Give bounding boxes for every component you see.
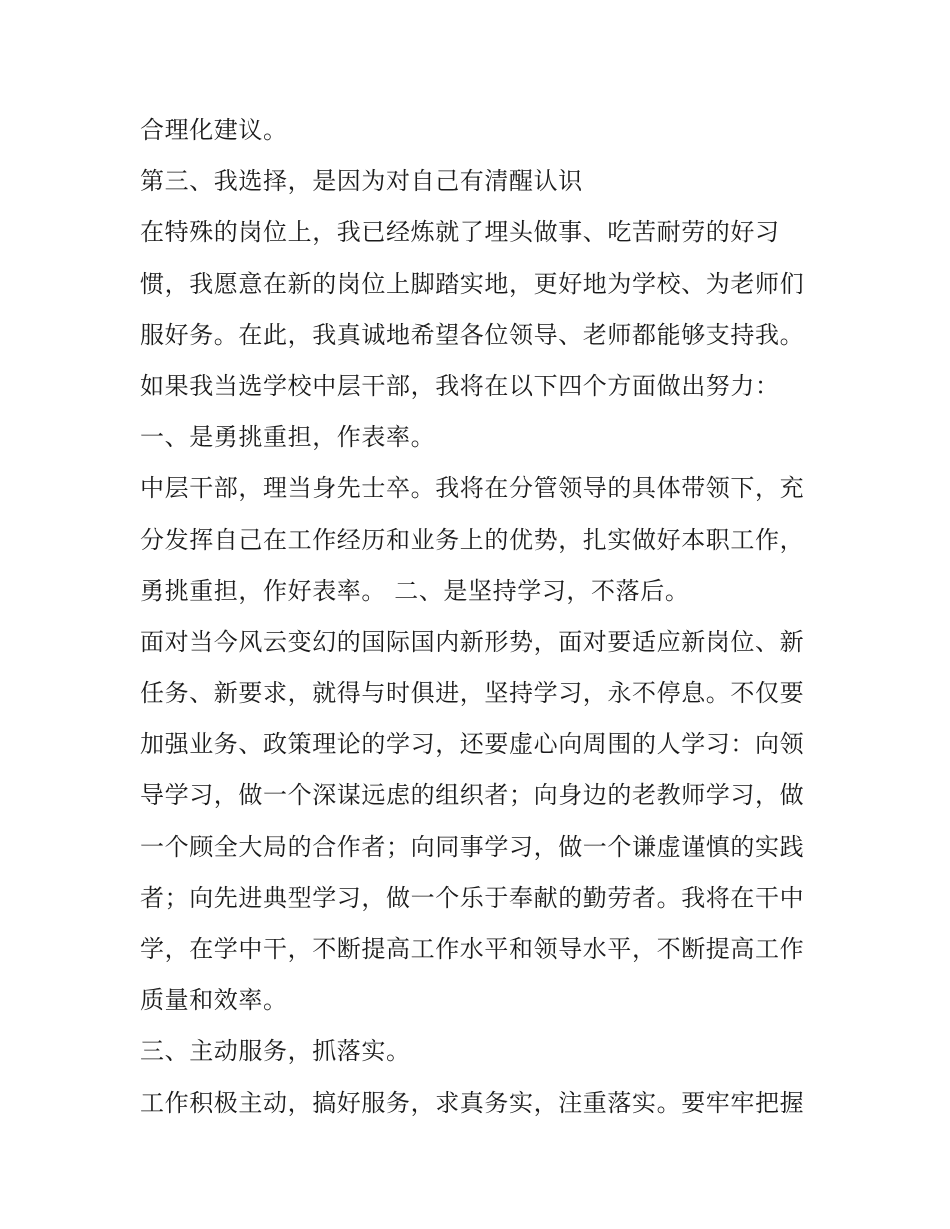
document-body — [140, 108, 830, 1132]
text-line: 勇挑重担，作好表率。 二、是坚持学习，不落后。 — [140, 576, 690, 605]
text-line: 导学习，做一个深谋远虑的组织者；向身边的老教师学习，做 — [140, 781, 805, 810]
text-line: 惯，我愿意在新的岗位上脚踏实地，更好地为学校、为老师们 — [140, 269, 805, 298]
section-heading: 一、是勇挑重担，作表率。 — [140, 423, 436, 452]
text-line: 工作积极主动，搞好服务，求真务实，注重落实。要牢牢把握 — [140, 1088, 805, 1117]
text-line: 合理化建议。 — [140, 116, 288, 144]
text-line: 面对当今风云变幻的国际国内新形势，面对要适应新岗位、新 — [140, 627, 805, 656]
text-line: 者；向先进典型学习，做一个乐于奉献的勤劳者。我将在干中 — [140, 883, 805, 912]
text-line: 任务、新要求，就得与时俱进，坚持学习，永不停息。不仅要 — [140, 679, 805, 708]
section-heading: 第三、我选择，是因为对自己有清醒认识 — [140, 167, 583, 196]
text-line: 学，在学中干，不断提高工作水平和领导水平，不断提高工作 — [140, 935, 805, 963]
text-line: 中层干部，理当身先士卒。我将在分管领导的具体带领下，充 — [140, 474, 805, 503]
text-line: 如果我当选学校中层干部，我将在以下四个方面做出努力： — [140, 371, 780, 400]
text-line: 一个顾全大局的合作者；向同事学习，做一个谦虚谨慎的实践 — [140, 832, 805, 861]
section-heading: 三、主动服务，抓落实。 — [140, 1037, 411, 1066]
text-line: 在特殊的岗位上，我已经炼就了埋头做事、吃苦耐劳的好习 — [140, 218, 780, 247]
text-line: 加强业务、政策理论的学习，还要虚心向周围的人学习：向领 — [140, 730, 805, 759]
text-line: 质量和效率。 — [140, 986, 288, 1015]
text-line: 服好务。在此，我真诚地希望各位领导、老师都能够支持我。 — [140, 320, 805, 349]
text-line: 分发挥自己在工作经历和业务上的优势，扎实做好本职工作， — [140, 525, 805, 554]
